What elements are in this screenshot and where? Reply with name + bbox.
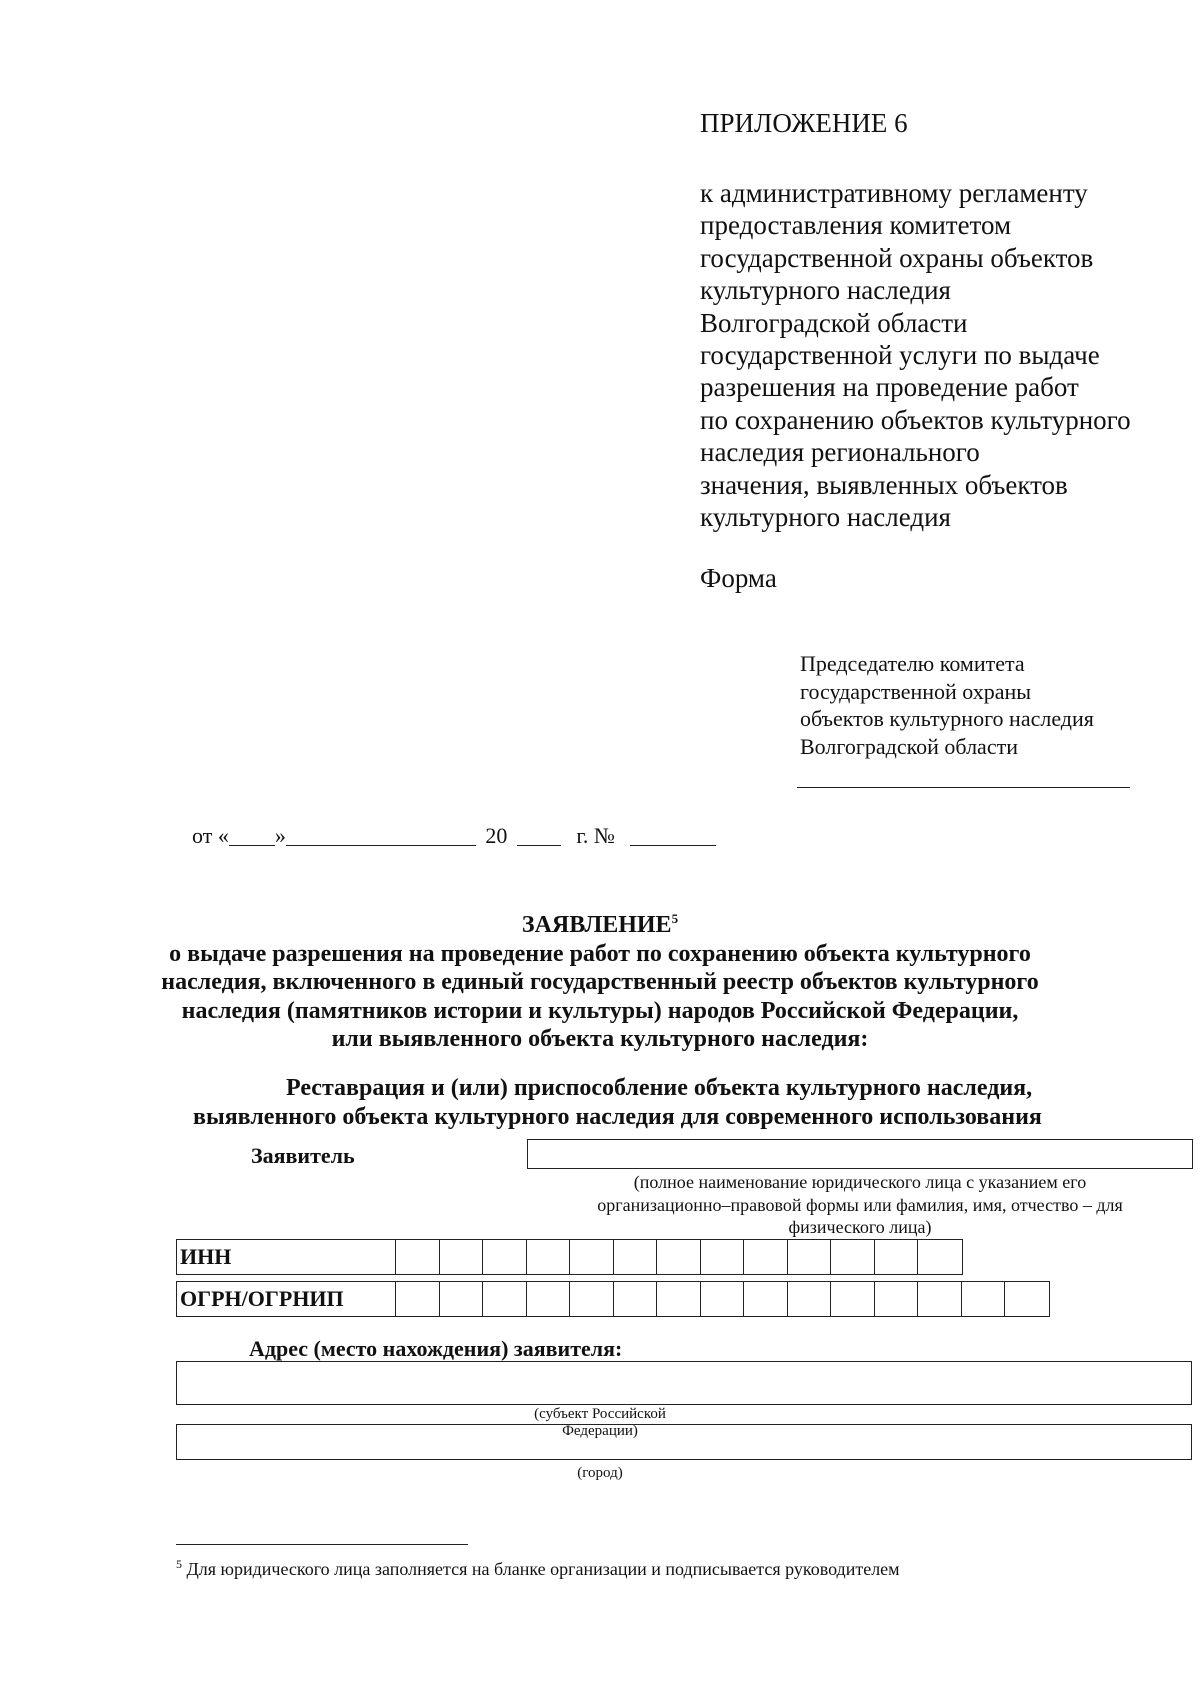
inn-label: ИНН [177,1240,396,1274]
inn-digit-cell[interactable] [440,1240,484,1274]
ogrn-digit-cell[interactable] [788,1282,832,1316]
ogrn-digit-cell[interactable] [831,1282,875,1316]
ogrn-digit-cell[interactable] [657,1282,701,1316]
footnote-divider [176,1544,468,1545]
month-field[interactable] [286,825,476,846]
ogrn-grid [176,1281,1050,1317]
appendix-line: культурного наследия [700,275,951,306]
work-type-line: выявленного объекта культурного наследия для современного использования [193,1104,1042,1130]
addressee-line: Председателю комитета [800,651,1025,676]
ogrn-digit-cell[interactable] [396,1282,440,1316]
date-quote-close: » [274,823,286,848]
region-hint: (субъект Российской Федерации) [534,1406,666,1439]
appendix-line: государственной услуги по выдаче [700,340,1100,371]
footnote [176,1557,900,1580]
ogrn-digit-cell[interactable] [614,1282,658,1316]
ogrn-digit-cell[interactable] [744,1282,788,1316]
appendix-line: по сохранению объектов культурного [700,404,1131,435]
applicant-hint [520,1171,1200,1239]
page-title: ЗАЯВЛЕНИЕ [521,912,672,938]
date-from-label: от « [192,823,229,848]
appendix-line: к административному регламенту [700,178,1088,208]
addressee-name-field[interactable] [797,787,1130,788]
inn-digit-cell[interactable] [701,1240,745,1274]
ogrn-digit-cell[interactable] [483,1282,527,1316]
day-field[interactable] [229,825,275,846]
inn-grid [176,1239,963,1275]
applicant-field[interactable] [527,1139,1193,1169]
ogrn-digit-cell[interactable] [440,1282,484,1316]
work-type-line: Реставрация и (или) приспособление объекта культурного наследия, [286,1075,1033,1101]
inn-digit-cell[interactable] [918,1240,962,1274]
addressee-line: объектов культурного наследия [800,706,1094,732]
date-row [192,823,716,849]
year-field[interactable] [517,825,561,846]
footnote-mark: 5 [671,911,679,926]
inn-digit-cell[interactable] [831,1240,875,1274]
inn-digit-cell[interactable] [614,1240,658,1274]
addressee-block [800,650,1094,760]
city-hint: (город) [577,1465,623,1481]
ogrn-label: ОГРН/ОГРНИП [177,1282,396,1316]
heading-line: наследия (памятников истории и культуры) народов Российской Федерации, [181,997,1019,1024]
ogrn-digit-cell[interactable] [701,1282,745,1316]
heading-line: о выдаче разрешения на проведение работ по сохранению объекта культурного [169,940,1031,967]
appendix-line: разрешения на проведение работ [700,372,1079,403]
number-field[interactable] [630,825,716,846]
number-label: г. № [576,823,615,848]
appendix-line: Волгоградской области [700,307,968,338]
appendix-line: значения, выявленных объектов [700,469,1068,500]
applicant-hint-line: физического лица) [788,1217,932,1237]
city-field[interactable] [176,1424,1192,1460]
appendix-line: государственной охраны объектов [700,242,1094,273]
inn-digit-cell[interactable] [483,1240,527,1274]
ogrn-digit-cell[interactable] [1005,1282,1049,1316]
applicant-hint-line: организационно–правовой формы или фамилия, имя, отчество – для [597,1194,1123,1215]
appendix-text [700,177,1131,533]
region-field[interactable] [176,1361,1192,1405]
inn-digit-cell[interactable] [744,1240,788,1274]
appendix-title: ПРИЛОЖЕНИЕ 6 [700,108,908,138]
inn-digit-cell[interactable] [657,1240,701,1274]
form-label: Форма [700,563,777,593]
ogrn-digit-cell[interactable] [875,1282,919,1316]
applicant-label: Заявитель [251,1143,355,1168]
ogrn-digit-cell[interactable] [570,1282,614,1316]
inn-digit-cell[interactable] [396,1240,440,1274]
footnote-number: 5 [176,1557,182,1571]
inn-digit-cell[interactable] [788,1240,832,1274]
heading-line: или выявленного объекта культурного наследия: [331,1026,869,1052]
inn-digit-cell[interactable] [875,1240,919,1274]
ogrn-digit-cell[interactable] [527,1282,571,1316]
inn-digit-cell[interactable] [570,1240,614,1274]
appendix-line: наследия регионального [700,437,980,468]
appendix-line: культурного наследия [700,502,951,533]
appendix-line: предоставления комитетом [700,210,1012,241]
year-prefix: 20 [485,823,508,848]
applicant-hint-line: (полное наименование юридического лица с указанием его [633,1172,1087,1192]
inn-digit-cell[interactable] [527,1240,571,1274]
addressee-line: государственной охраны [800,678,1032,704]
address-label: Адрес (место нахождения) заявителя: [249,1336,623,1361]
footnote-text: Для юридического лица заполняется на бланке организации и подписывается руководителем [186,1559,900,1579]
heading-line: наследия, включенного в единый государственный реестр объектов культурного [161,969,1039,995]
addressee-line: Волгоградской области [800,733,1018,759]
ogrn-digit-cell[interactable] [918,1282,962,1316]
application-heading [0,905,1200,1054]
ogrn-digit-cell[interactable] [962,1282,1006,1316]
